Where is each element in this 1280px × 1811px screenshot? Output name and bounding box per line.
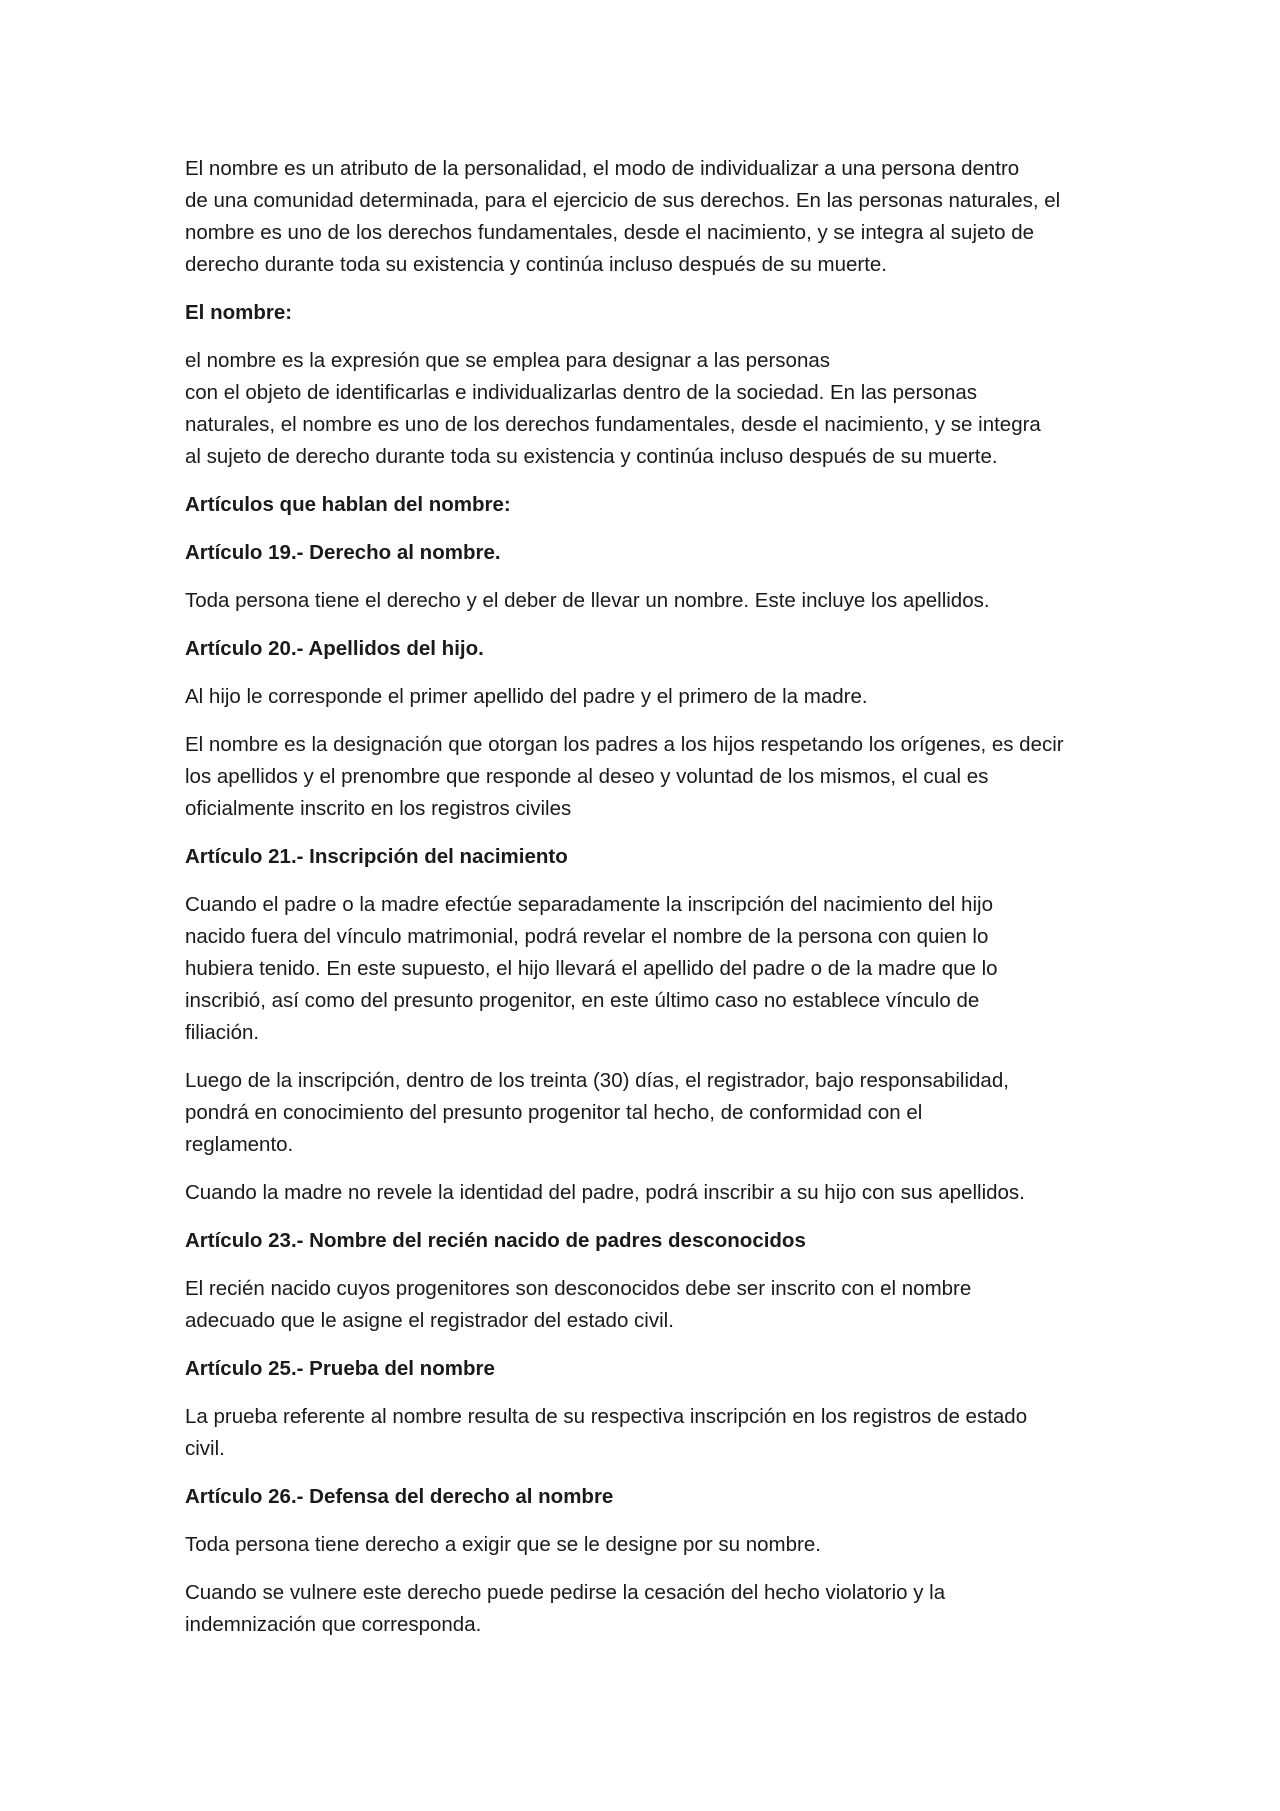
- article-19-title: Artículo 19.- Derecho al nombre.: [185, 541, 501, 564]
- document-page: [185, 153, 1115, 1657]
- definition-paragraph: [185, 345, 1115, 473]
- heading-articulos: Artículos que hablan del nombre:: [185, 493, 511, 516]
- text-line: hubiera tenido. En este supuesto, el hijo llevará el apellido del padre o de la madre que lo: [185, 957, 998, 980]
- text-line: El nombre es la designación que otorgan los padres a los hijos respetando los orígenes, es decir: [185, 733, 1064, 756]
- article-25-title: Artículo 25.- Prueba del nombre: [185, 1357, 495, 1380]
- text-line: Cuando el padre o la madre efectúe separadamente la inscripción del nacimiento del hijo: [185, 893, 993, 916]
- article-26-paragraph-1: Toda persona tiene derecho a exigir que se le designe por su nombre.: [185, 1533, 821, 1556]
- article-20-title: Artículo 20.- Apellidos del hijo.: [185, 637, 484, 660]
- article-23-text: [185, 1273, 1115, 1337]
- text-line: Luego de la inscripción, dentro de los treinta (30) días, el registrador, bajo responsabilidad,: [185, 1069, 1009, 1092]
- text-line: los apellidos y el prenombre que responde al deseo y voluntad de los mismos, el cual es: [185, 765, 989, 788]
- article-21-paragraph-2: [185, 1065, 1115, 1161]
- heading-el-nombre: El nombre:: [185, 301, 293, 324]
- text-line: derecho durante toda su existencia y continúa incluso después de su muerte.: [185, 253, 887, 276]
- text-line: Cuando se vulnere este derecho puede pedirse la cesación del hecho violatorio y la: [185, 1581, 946, 1604]
- article-20-note: [185, 729, 1115, 825]
- article-25-text: [185, 1401, 1115, 1465]
- text-line: inscribió, así como del presunto progenitor, en este último caso no establece vínculo de: [185, 989, 980, 1012]
- text-line: naturales, el nombre es uno de los derechos fundamentales, desde el nacimiento, y se integra: [185, 413, 1041, 436]
- text-line: nacido fuera del vínculo matrimonial, podrá revelar el nombre de la persona con quien lo: [185, 925, 989, 948]
- text-line: nombre es uno de los derechos fundamentales, desde el nacimiento, y se integra al sujeto de: [185, 221, 1034, 244]
- text-line: El nombre es un atributo de la personalidad, el modo de individualizar a una persona dentro: [185, 157, 1020, 180]
- text-line: con el objeto de identificarlas e individualizarlas dentro de la sociedad. En las personas: [185, 381, 978, 404]
- text-line: indemnización que corresponda.: [185, 1613, 482, 1636]
- article-19-text: Toda persona tiene el derecho y el deber de llevar un nombre. Este incluye los apellidos.: [185, 589, 990, 612]
- text-line: La prueba referente al nombre resulta de su respectiva inscripción en los registros de estado: [185, 1405, 1028, 1428]
- article-21-title: Artículo 21.- Inscripción del nacimiento: [185, 845, 568, 868]
- text-line: civil.: [185, 1437, 225, 1460]
- intro-paragraph: [185, 153, 1115, 281]
- text-line: El recién nacido cuyos progenitores son desconocidos debe ser inscrito con el nombre: [185, 1277, 972, 1300]
- text-line: al sujeto de derecho durante toda su existencia y continúa incluso después de su muerte.: [185, 445, 998, 468]
- text-line: reglamento.: [185, 1133, 294, 1156]
- article-23-title: Artículo 23.- Nombre del recién nacido de padres desconocidos: [185, 1229, 806, 1252]
- text-line: el nombre es la expresión que se emplea para designar a las personas: [185, 349, 830, 372]
- article-26-title: Artículo 26.- Defensa del derecho al nombre: [185, 1485, 614, 1508]
- text-line: de una comunidad determinada, para el ejercicio de sus derechos. En las personas naturales, el: [185, 189, 1061, 212]
- text-line: pondrá en conocimiento del presunto progenitor tal hecho, de conformidad con el: [185, 1101, 923, 1124]
- article-21-paragraph-3: Cuando la madre no revele la identidad del padre, podrá inscribir a su hijo con sus apellidos.: [185, 1181, 1025, 1204]
- article-21-paragraph-1: [185, 889, 1115, 1049]
- text-line: adecuado que le asigne el registrador del estado civil.: [185, 1309, 674, 1332]
- article-26-paragraph-2: [185, 1577, 1115, 1641]
- text-line: filiación.: [185, 1021, 260, 1044]
- text-line: oficialmente inscrito en los registros civiles: [185, 797, 572, 820]
- article-20-text: Al hijo le corresponde el primer apellido del padre y el primero de la madre.: [185, 685, 868, 708]
